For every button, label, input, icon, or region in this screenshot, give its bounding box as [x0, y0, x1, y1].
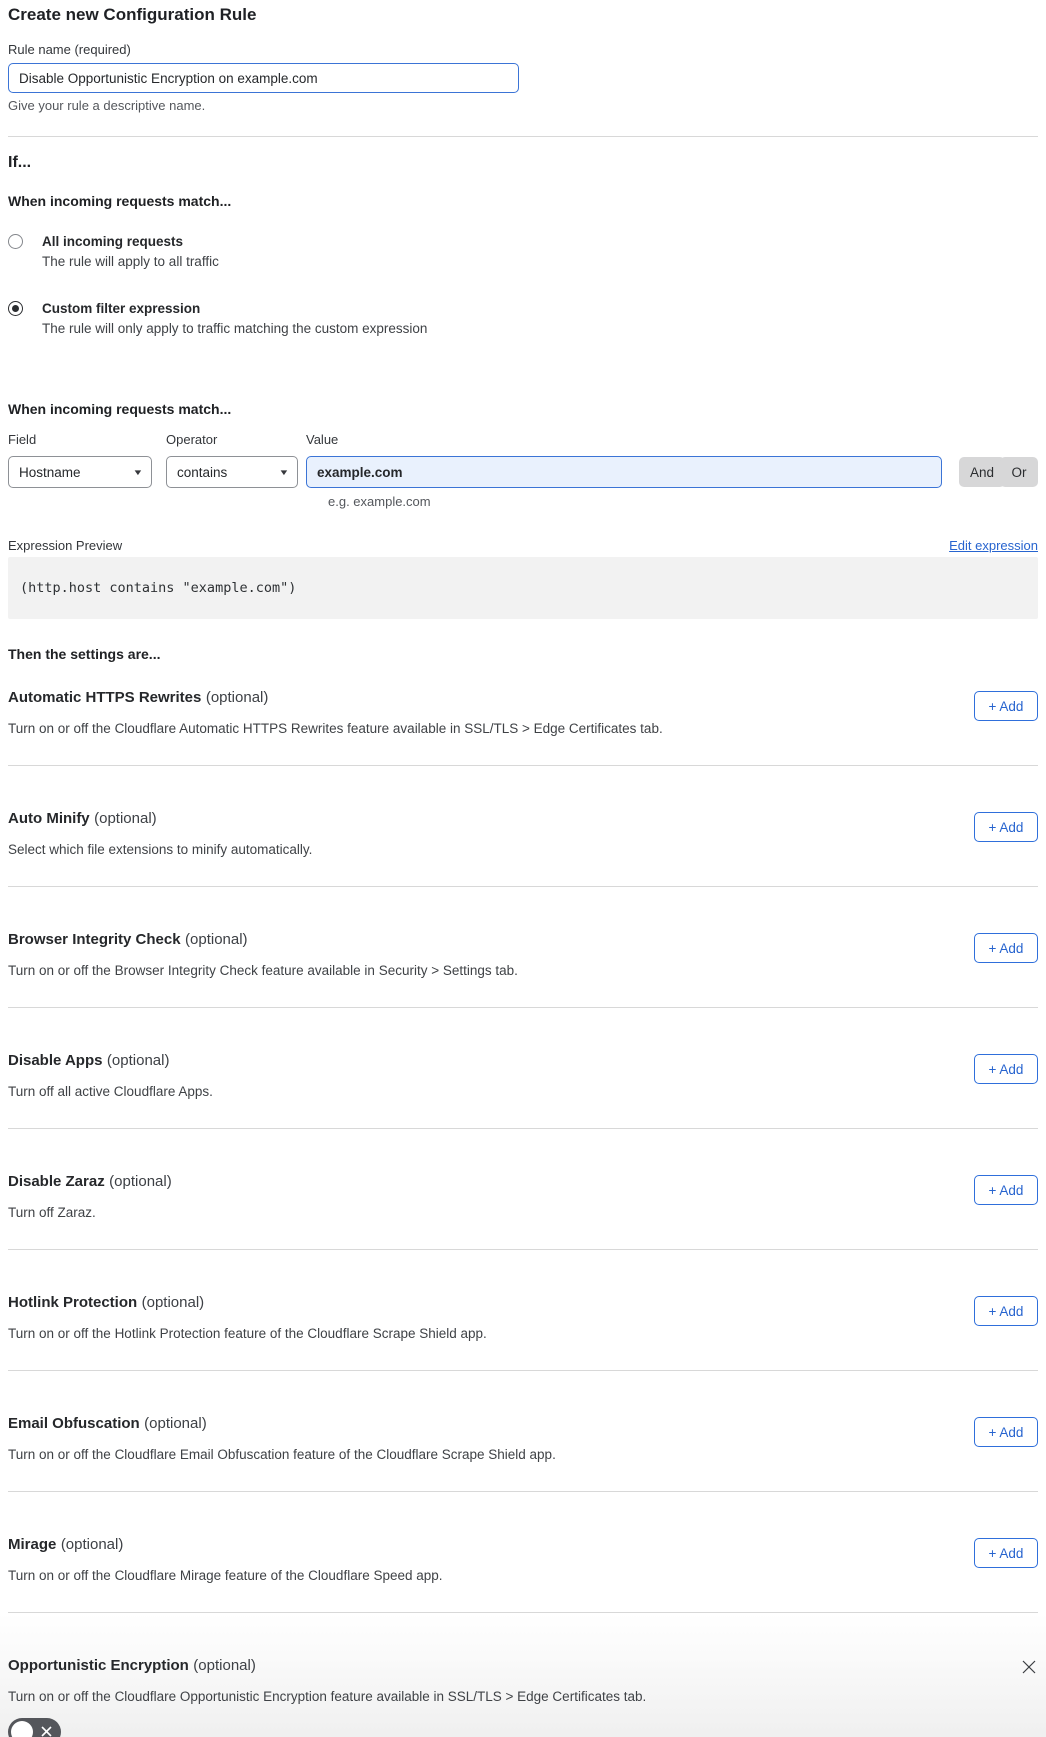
incoming-requests-heading: When incoming requests match...	[8, 193, 232, 209]
toggle-knob	[11, 1721, 33, 1737]
add-disable-zaraz-button[interactable]: + Add	[974, 1175, 1038, 1205]
setting-description: Turn on or off the Browser Integrity Check feature available in Security > Settings tab.	[8, 963, 518, 978]
setting-optional-tag: (optional)	[144, 1415, 207, 1432]
radio-label: All incoming requests	[42, 234, 184, 249]
or-button[interactable]: Or	[1000, 457, 1038, 487]
setting-title: Automatic HTTPS Rewrites	[8, 689, 202, 706]
expression-builder-heading: When incoming requests match...	[8, 401, 232, 417]
operator-label: Operator	[166, 432, 218, 447]
add-disable-apps-button[interactable]: + Add	[974, 1054, 1038, 1084]
add-mirage-button[interactable]: + Add	[974, 1538, 1038, 1568]
add-browser-integrity-check-button[interactable]: + Add	[974, 933, 1038, 963]
setting-automatic-https-rewrites	[8, 663, 1038, 766]
setting-optional-tag: (optional)	[193, 1657, 256, 1674]
field-select[interactable]	[8, 456, 152, 488]
rule-name-input[interactable]	[8, 63, 519, 93]
add-auto-minify-button[interactable]: + Add	[974, 812, 1038, 842]
setting-optional-tag: (optional)	[185, 931, 248, 948]
add-email-obfuscation-button[interactable]: + Add	[974, 1417, 1038, 1447]
field-label: Field	[8, 432, 37, 447]
toggle-off-cross-icon	[41, 1726, 52, 1737]
if-heading: If...	[8, 154, 32, 171]
setting-description: Turn on or off the Hotlink Protection feature of the Cloudflare Scrape Shield app.	[8, 1326, 487, 1341]
setting-title: Email Obfuscation	[8, 1415, 140, 1432]
setting-optional-tag: (optional)	[109, 1173, 172, 1190]
setting-mirage	[8, 1492, 1038, 1613]
rule-name-label: Rule name (required)	[8, 42, 131, 57]
setting-disable-apps	[8, 1008, 1038, 1129]
setting-auto-minify	[8, 766, 1038, 887]
option-all-incoming-requests[interactable]	[8, 233, 1038, 270]
setting-title: Hotlink Protection	[8, 1294, 138, 1311]
section-divider	[8, 136, 1038, 137]
setting-title: Opportunistic Encryption	[8, 1657, 189, 1674]
setting-optional-tag: (optional)	[106, 1052, 170, 1069]
setting-description: Turn on or off the Cloudflare Automatic HTTPS Rewrites feature available in SSL/TLS > Edge Certificates tab.	[8, 721, 663, 736]
and-button[interactable]: And	[959, 457, 1005, 487]
expression-preview-label: Expression Preview	[8, 538, 123, 553]
setting-disable-zaraz	[8, 1129, 1038, 1250]
value-input[interactable]	[306, 456, 942, 488]
page-title: Create new Configuration Rule	[8, 5, 257, 24]
rule-name-help: Give your rule a descriptive name.	[8, 98, 206, 113]
field-select-value: Hostname	[19, 464, 81, 480]
opportunistic-encryption-toggle[interactable]	[8, 1718, 61, 1737]
setting-title: Browser Integrity Check	[8, 931, 181, 948]
radio-label: Custom filter expression	[42, 301, 201, 316]
operator-select-value: contains	[177, 464, 228, 480]
setting-email-obfuscation	[8, 1371, 1038, 1492]
option-custom-filter-expression[interactable]	[8, 300, 1038, 337]
setting-hotlink-protection	[8, 1250, 1038, 1371]
setting-optional-tag: (optional)	[141, 1294, 205, 1311]
setting-optional-tag: (optional)	[94, 810, 157, 827]
remove-opportunistic-encryption-button[interactable]	[1020, 1659, 1038, 1677]
value-hint: e.g. example.com	[328, 494, 431, 509]
setting-description: Turn off Zaraz.	[8, 1205, 96, 1220]
settings-heading: Then the settings are...	[8, 646, 161, 662]
radio-description: The rule will only apply to traffic matching the custom expression	[42, 321, 428, 336]
setting-description: Turn on or off the Cloudflare Mirage feature of the Cloudflare Speed app.	[8, 1568, 443, 1583]
setting-title: Disable Apps	[8, 1052, 103, 1069]
setting-optional-tag: (optional)	[205, 689, 269, 706]
setting-title: Auto Minify	[8, 810, 90, 827]
operator-select[interactable]	[166, 456, 298, 488]
setting-opportunistic-encryption	[0, 1613, 1046, 1737]
close-icon	[1021, 1659, 1037, 1675]
setting-description: Select which file extensions to minify automatically.	[8, 842, 313, 857]
chevron-down-icon: ▼	[278, 467, 290, 477]
add-automatic-https-rewrites-button[interactable]: + Add	[974, 691, 1038, 721]
setting-description: Turn on or off the Cloudflare Opportunistic Encryption feature available in SSL/TLS > Edge Certificates tab.	[8, 1689, 647, 1704]
setting-description: Turn on or off the Cloudflare Email Obfuscation feature of the Cloudflare Scrape Shield app.	[8, 1447, 556, 1462]
chevron-down-icon: ▼	[132, 467, 144, 477]
setting-title: Disable Zaraz	[8, 1173, 105, 1190]
expression-preview-code	[8, 557, 1038, 619]
edit-expression-link[interactable]: Edit expression	[949, 538, 1038, 553]
radio-custom-filter-expression[interactable]	[8, 301, 23, 316]
radio-description: The rule will apply to all traffic	[42, 254, 219, 269]
add-hotlink-protection-button[interactable]: + Add	[974, 1296, 1038, 1326]
radio-all-incoming-requests[interactable]	[8, 234, 23, 249]
setting-optional-tag: (optional)	[60, 1536, 124, 1553]
value-label: Value	[306, 432, 339, 447]
setting-description: Turn off all active Cloudflare Apps.	[8, 1084, 213, 1099]
setting-browser-integrity-check	[8, 887, 1038, 1008]
expression-code-text: (http.host contains "example.com")	[20, 580, 297, 596]
setting-title: Mirage	[8, 1536, 57, 1553]
